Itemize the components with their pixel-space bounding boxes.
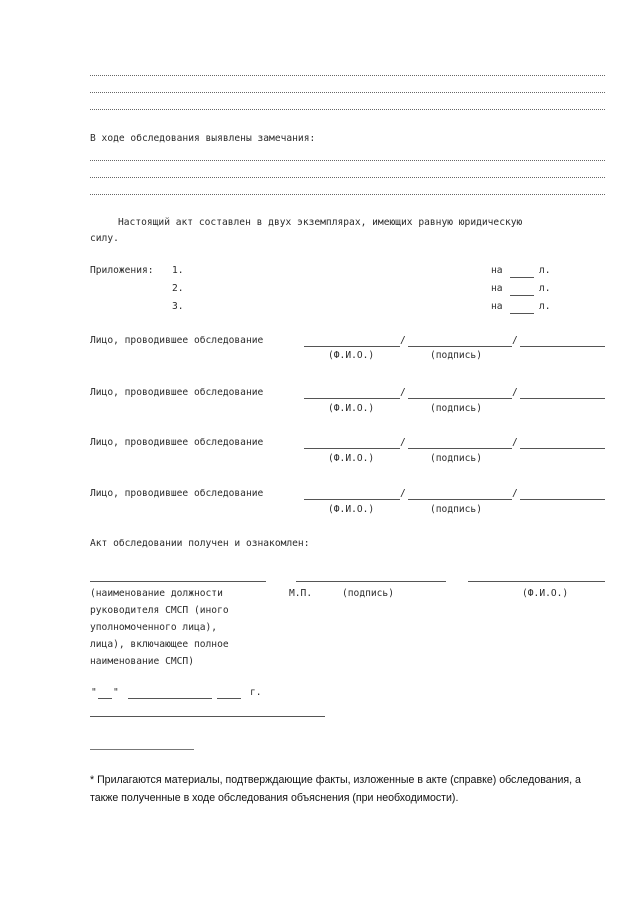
attachment-number: 3. bbox=[172, 301, 184, 312]
date-year-blank bbox=[217, 698, 241, 699]
fio-caption: (Ф.И.О.) bbox=[522, 588, 569, 599]
attachments-label: Приложения: bbox=[90, 265, 154, 276]
fio-line bbox=[304, 448, 400, 449]
pages-prefix: на bbox=[491, 301, 503, 312]
pages-blank bbox=[510, 295, 534, 296]
fio-caption: (Ф.И.О.) bbox=[328, 350, 375, 361]
sign-caption: (подпись) bbox=[430, 350, 482, 361]
position-caption-line: лица), включающее полное bbox=[90, 639, 229, 650]
fio-line bbox=[304, 398, 400, 399]
extra-line bbox=[520, 346, 605, 347]
slash-separator: / bbox=[512, 437, 518, 448]
blank-line bbox=[90, 160, 605, 161]
footnote-line-1: * Прилагаются материалы, подтверждающие факты, изложенные в акте (справке) обследования, а bbox=[90, 774, 581, 786]
sign-line bbox=[408, 346, 512, 347]
statement-line-2: силу. bbox=[90, 233, 119, 244]
pages-suffix: л. bbox=[539, 283, 551, 294]
blank-line bbox=[90, 92, 605, 93]
slash-separator: / bbox=[400, 335, 406, 346]
attachment-number: 1. bbox=[172, 265, 184, 276]
pages-prefix: на bbox=[491, 265, 503, 276]
slash-separator: / bbox=[512, 488, 518, 499]
sign-line bbox=[408, 499, 512, 500]
sign-line bbox=[296, 581, 446, 582]
pages-prefix: на bbox=[491, 283, 503, 294]
fio-caption: (Ф.И.О.) bbox=[328, 403, 375, 414]
position-caption-line: (наименование должности bbox=[90, 588, 223, 599]
findings-label: В ходе обследования выявлены замечания: bbox=[90, 133, 316, 144]
fio-line bbox=[468, 581, 605, 582]
pages-suffix: л. bbox=[539, 301, 551, 312]
fio-caption: (Ф.И.О.) bbox=[328, 453, 375, 464]
position-caption-line: руководителя СМСП (иного bbox=[90, 605, 229, 616]
extra-line bbox=[520, 499, 605, 500]
blank-line bbox=[90, 194, 605, 195]
date-underline bbox=[90, 716, 325, 717]
stamp-caption: М.П. bbox=[289, 588, 313, 599]
date-year-suffix: г. bbox=[250, 687, 262, 698]
sign-caption: (подпись) bbox=[430, 403, 482, 414]
pages-suffix: л. bbox=[539, 265, 551, 276]
blank-line bbox=[90, 177, 605, 178]
inspector-label: Лицо, проводившее обследование bbox=[90, 335, 264, 346]
date-month-blank bbox=[128, 698, 212, 699]
sign-line bbox=[408, 398, 512, 399]
inspector-label: Лицо, проводившее обследование bbox=[90, 437, 264, 448]
sign-line bbox=[408, 448, 512, 449]
slash-separator: / bbox=[512, 387, 518, 398]
slash-separator: / bbox=[512, 335, 518, 346]
date-quote-close: " bbox=[113, 687, 119, 698]
fio-line bbox=[304, 346, 400, 347]
inspector-label: Лицо, проводившее обследование bbox=[90, 387, 264, 398]
footnote-separator bbox=[90, 749, 194, 750]
fio-line bbox=[304, 499, 400, 500]
pages-blank bbox=[510, 277, 534, 278]
sign-caption: (подпись) bbox=[430, 453, 482, 464]
position-caption-line: уполномоченного лица), bbox=[90, 622, 218, 633]
attachment-number: 2. bbox=[172, 283, 184, 294]
slash-separator: / bbox=[400, 387, 406, 398]
extra-line bbox=[520, 398, 605, 399]
position-caption-line: наименование СМСП) bbox=[90, 656, 194, 667]
slash-separator: / bbox=[400, 437, 406, 448]
inspector-label: Лицо, проводившее обследование bbox=[90, 488, 264, 499]
sign-caption: (подпись) bbox=[430, 504, 482, 515]
statement-line-1: Настоящий акт составлен в двух экземплярах, имеющих равную юридическую bbox=[118, 217, 523, 228]
blank-line bbox=[90, 75, 605, 76]
extra-line bbox=[520, 448, 605, 449]
date-quote-open: " bbox=[91, 687, 97, 698]
pages-blank bbox=[510, 313, 534, 314]
blank-line bbox=[90, 109, 605, 110]
date-day-blank bbox=[98, 698, 112, 699]
position-line bbox=[90, 581, 266, 582]
fio-caption: (Ф.И.О.) bbox=[328, 504, 375, 515]
received-label: Акт обследовании получен и ознакомлен: bbox=[90, 538, 310, 549]
slash-separator: / bbox=[400, 488, 406, 499]
sign-caption: (подпись) bbox=[342, 588, 394, 599]
footnote-line-2: также полученные в ходе обследования объяснения (при необходимости). bbox=[90, 792, 459, 804]
